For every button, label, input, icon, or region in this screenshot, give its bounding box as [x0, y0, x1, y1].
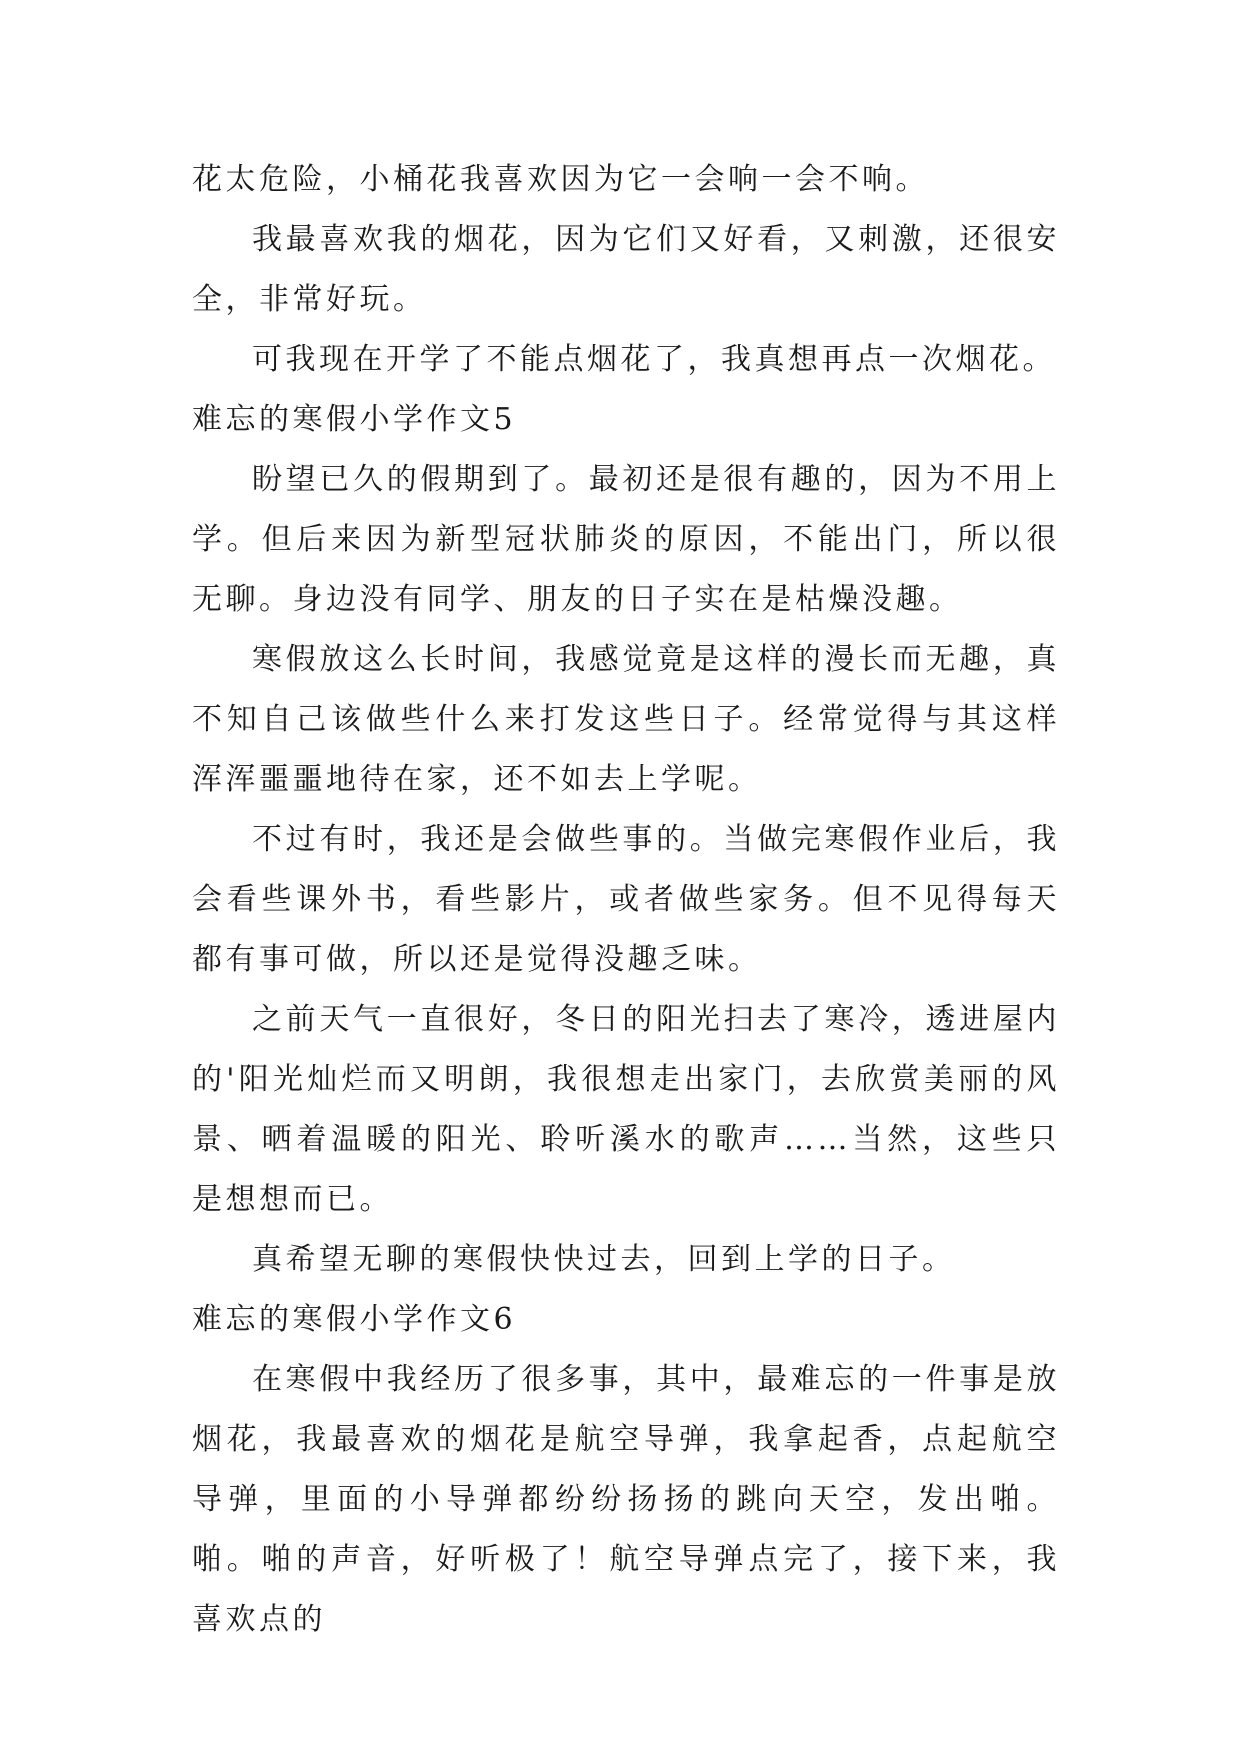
paragraph: 可我现在开学了不能点烟花了，我真想再点一次烟花。	[252, 342, 1056, 377]
section-heading: 难忘的寒假小学作文5	[192, 402, 517, 437]
paragraph: 在寒假中我经历了很多事，其中，最难忘的一件事是放烟花，我最喜欢的烟花是航空导弹，我拿起香，点起航空导弹，里面的小导弹都纷纷扬扬的跳向天空，发出啪。啪。啪的声音，好听极了！航空导弹点完了，接下来，我喜欢点的	[192, 1362, 1060, 1637]
paragraph: 之前天气一直很好，冬日的阳光扫去了寒冷，透进屋内的'阳光灿烂而又明朗，我很想走出家门，去欣赏美丽的风景、晒着温暖的阳光、聆听溪水的歌声……当然，这些只是想想而已。	[192, 1002, 1060, 1217]
paragraph: 真希望无聊的寒假快快过去，回到上学的日子。	[252, 1242, 956, 1277]
paragraph: 盼望已久的假期到了。最初还是很有趣的，因为不用上学。但后来因为新型冠状肺炎的原因，不能出门，所以很无聊。身边没有同学、朋友的日子实在是枯燥没趣。	[192, 462, 1060, 617]
document-body	[192, 150, 1060, 1650]
paragraph: 寒假放这么长时间，我感觉竟是这样的漫长而无趣，真不知自己该做些什么来打发这些日子。经常觉得与其这样浑浑噩噩地待在家，还不如去上学呢。	[192, 642, 1060, 797]
section-heading: 难忘的寒假小学作文6	[192, 1302, 517, 1337]
paragraph: 花太危险，小桶花我喜欢因为它一会响一会不响。	[192, 162, 929, 197]
paragraph: 我最喜欢我的烟花，因为它们又好看，又刺激，还很安全，非常好玩。	[192, 222, 1060, 317]
paragraph: 不过有时，我还是会做些事的。当做完寒假作业后，我会看些课外书，看些影片，或者做些家务。但不见得每天都有事可做，所以还是觉得没趣乏味。	[192, 822, 1060, 977]
